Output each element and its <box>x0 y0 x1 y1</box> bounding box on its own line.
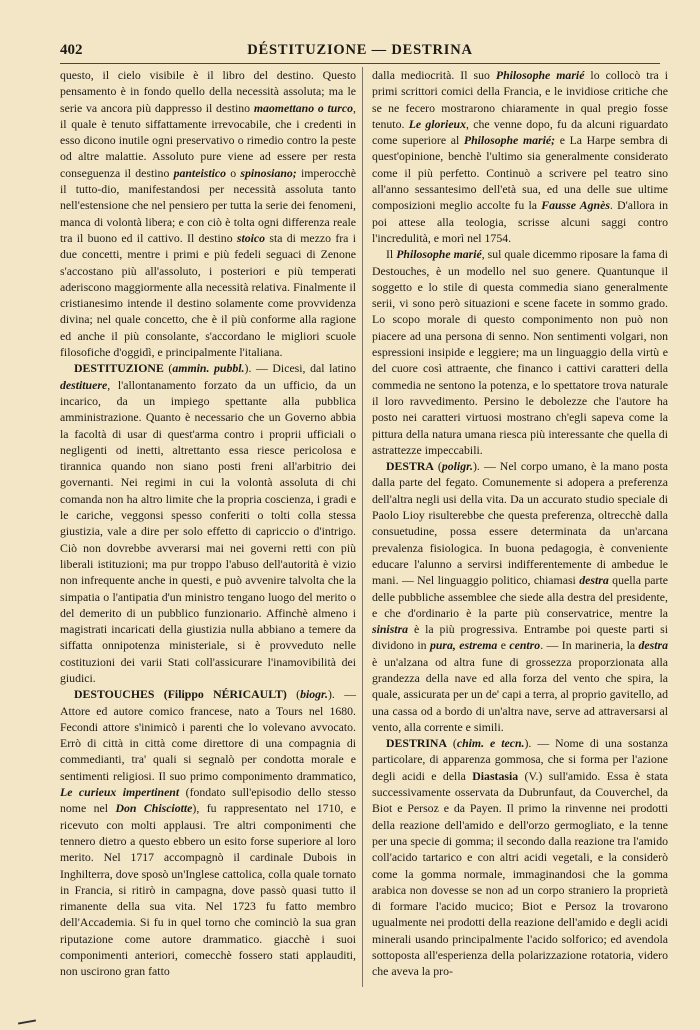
headword: DESTITUZIONE <box>74 361 164 376</box>
emphasis-text: Philosophe marié <box>396 247 482 262</box>
body-text: (fondato sull'episodio dello stesso nome nel <box>60 785 356 816</box>
body-text: è un'alzana od altra fune di grossezza proporzionata alla grandezza della nave ed alla forza del vento che spira, la quale, assicurata per un de' capi a terra, al proprio gavitello, ad una cassa od a bordo di un'altra nave, serve ad attraversarsi al vento, alla corrente e simili. <box>372 654 668 734</box>
headword: Diastasia <box>472 768 519 783</box>
emphasis-text: centro <box>509 638 541 653</box>
body-text: questo, il cielo visibile è il libro del destino. Questo pensamento è in fondo quello della necessità assoluta; ma le serie va ancora più dappresso il destino <box>60 68 356 115</box>
body-text: ). — Nel corpo umano, è la mano posta dalla parte del fegato. Comunemente si adopera a preferenza dell'altra negli usi della vita. Da un accurato studio speciale di Paolo Lioy risulterebbe che questa preferenza, oltrecchè dalla consuetudine, possa essere determinata da un'arcana prevalenza fisiologica. In buona pedagogia, è conveniente educare l'alunno a servirsi indifferentemente di ambedue le mani. — Nel linguaggio politico, chiamasi <box>372 459 668 588</box>
body-text: , che venne dopo, fu da alcuni riguardato come superiore al <box>372 116 668 148</box>
body-text: Il <box>386 247 397 262</box>
emphasis-text: stoico <box>236 230 266 245</box>
emphasis-text: Don Chisciotte <box>115 801 193 816</box>
headword: DESTOUCHES (Filippo NÉRICAULT) <box>74 687 287 702</box>
body-text: lo collocò tra i primi scrittori comici della Francia, e le invidiose critiche che se ne fecero mostrarono chiaramente in qual pregio fosse tenuto. <box>372 68 668 131</box>
body-text: ( <box>163 361 173 376</box>
body-text: dalla mediocrità. Il suo <box>372 68 496 82</box>
body-text: imperocchè il tutto-dio, manifestandosi per necessità assoluta tanto nell'estensione che nel pensiero per tutta la serie dei fenomeni, manca di volontà libera; e con ciò è tolta ogni differenza reale tra il buono ed il cattivo. Il destino <box>60 165 356 245</box>
body-text: quella parte delle pubbliche assemblee che siede alla destra del presidente, e che d'ordinario è la parte più conservatrice, mentre la <box>372 573 668 620</box>
emphasis-text: ammin. pubbl. <box>172 361 245 376</box>
margin-pencil-mark <box>18 1019 36 1024</box>
body-text: e <box>497 638 510 653</box>
page-number: 402 <box>60 42 83 58</box>
body-text: , sul quale dicemmo riposare la fama di Destouches, è un modello nel suo genere. Quantunque il soggetto e lo stile di questa commedia siano generalmente serii, vi sono però situazioni e scene facete in sommo grado. Lo scopo morale di questo componimento non può non piacere ad una persona di senno. Non sentimenti volgari, non espressioni insipide e leggiere; ma un linguaggio della virtù e del cuore così attraente, che financo i cattivi caratteri della commedia ne sentono la potenza, e lo spettatore trova naturale il loro ravvedimento. Persino le debolezze che l'autore ha posto nei caratteri virtuosi mostrano ch'egli sapeva come la pittura della natura umana riesca più interessante che quella di astrattezze impeccabili. <box>372 247 668 457</box>
right-column <box>372 67 668 980</box>
body-text: . D'allora in poi attese alla teologia, scrisse alcuni saggi contro l'incredulità, e morì nel 1754. <box>372 198 669 245</box>
emphasis-text: maomettano o turco <box>253 100 354 115</box>
emphasis-text: destra <box>638 638 668 653</box>
emphasis-text: poligr. <box>441 459 473 474</box>
body-text: ( <box>286 687 301 702</box>
body-text: o <box>226 165 241 180</box>
emphasis-text: biogr. <box>300 687 328 702</box>
header-rule <box>60 63 660 64</box>
entry-destino-continued <box>60 67 356 360</box>
body-text: ), fu rappresentato nel 1710, e ricevuto con molti applausi. Tre altri componimenti che tennero dietro a questo ebbero un esito forse superiore al loro merito. Nel 1717 accompagnò il cardinale Dubois in Inghilterra, dove sposò un'Inglese cattolica, colla quale tornato in Francia, si ritirò in campagna, dove passò quasi tutto il rimanente della sua vita. Nel 1723 fu fatto membro dell'Accademia. Si fu in quel torno che cominciò la sua gran riputazione come autore drammatico. giacchè i suoi componimenti anteriori, comecchè fossero stati applauditi, non uscirono gran fatto <box>60 801 356 979</box>
body-text: (V.) sull'amido. Essa è stata successivamente osservata da Dubrunfaut, da Couverchel, da Biot e Persoz e da Payen. Il primo la rinvenne nei prodotti della reazione dell'amido e dell'orzo germogliato, e la tenne per una specie di gomma; il secondo dalla reazione tra l'amido coll'acido tartarico e con altri acidi vegetali, e la considerò come la gomma normale, immaginandosi che la gomma arabica non dovesse se non ad un corpo straniero la proprietà di formare l'acido mucico; Biot e Persoz la trovarono ugualmente nei prodotti della reazione dell'amido e degli acidi minerali usando principalmente l'acido solforico; ed avendola sottoposta all'esperienza della polarizzazione rotatoria, videro che aveva la pro- <box>372 768 668 979</box>
body-text: , il quale è tenuto siffattamente irrevocabile, che i credenti in esso dicono inutile ogni preservativo o rimedio contro la peste od altre malattie. Assoluto pure viene ad essere per resta conseguenza il destino <box>60 100 356 180</box>
column-divider <box>362 67 363 987</box>
entry-destouches <box>60 686 356 979</box>
emphasis-text: Philosophe marié; <box>463 133 556 148</box>
entry-destituzione <box>60 360 356 686</box>
body-text: . — In marineria, la <box>540 638 639 653</box>
body-text: , l'allontanamento forzato da un ufficio, da un incarico, da un impiego spettante alla pubblica amministrazione. Quanto è necessario che un Governo abbia la facoltà di usar di quest'arma contro i proprii ufficiali o negligenti od inetti, altrettanto essa riesce pericolosa e tirannica quando non siano posti freni all'arbitrio dei governanti. Nei regimi in cui la volontà assoluta di chi comanda non ha altro limite che la propria coscienza, i gradi e le cariche, veggonsi spesso conferiti o tolti colla stessa giustizia, vale a dire per solo effetto di capriccio o d'intrigo. Ciò non dovrebbe avverarsi mai nei governi retti con più liberali istituzioni; ma pur troppo l'abuso dell'autorità è vizio non infrequente anche in questi, e può avvenire talvolta che la simpatia o l'antipatia d'un ministro tengano luogo del merito o del demerito di un pubblico funzionario. Affinchè almeno i magistrati incaricati della giustizia nulla abbiano a temere da siffatta onnipotenza ministeriale, si è provveduto nelle costituzioni dei varii Stati coll'assicurare l'inamovibilità dei giudici. <box>60 377 356 685</box>
page-header <box>60 42 660 62</box>
body-text: ). — Nome di una sostanza particolare, di apparenza gommosa, che si forma per l'azione degli acidi e della <box>372 736 668 783</box>
entry-destrina <box>372 735 668 979</box>
headword: DESTRINA <box>386 736 447 751</box>
entry-destra <box>372 458 668 735</box>
emphasis-text: spinosiano; <box>240 165 297 180</box>
body-text: ( <box>433 459 442 474</box>
body-text: sta di mezzo fra i due concetti, mentre i primi e più fedeli seguaci di Zenone s'accostano più all'assoluto, i posteriori e più temperati aderiscono maggiormente alla necessità relativa. Finalmente il cristianesimo intende il destino solamente come provvidenza divina; nel quale concetto, che è il più conforme alla ragione ed anche il più consolante, s'accordano le migliori scuole filosofiche d'oggidì, e principalmente l'italiana. <box>60 230 356 360</box>
emphasis-text: Le glorieux <box>408 116 467 131</box>
running-title: DÉSTITUZIONE — DESTRINA <box>247 42 473 58</box>
emphasis-text: pura, estrema <box>429 638 498 653</box>
emphasis-text: chim. e tecn. <box>456 736 525 751</box>
body-text: ). — Attore ed autore comico francese, nato a Tours nel 1680. Fecondi attore s'inimicò i parenti che lo volevano avvocato. Errò di città in città come direttore di una compagnia di commedianti, tra' quali si segnalò per condotta morale e sentimenti religiosi. Il suo primo componimento drammatico, <box>60 687 356 783</box>
body-text: ( <box>446 736 457 751</box>
left-column <box>60 67 356 980</box>
emphasis-text: destituere <box>60 377 108 392</box>
emphasis-text: destra <box>579 573 609 588</box>
emphasis-text: Le curieux impertinent <box>60 785 180 800</box>
emphasis-text: panteistico <box>173 165 227 180</box>
body-text: e La Harpe sembra di quest'opinione, benchè l'ultimo sia generalmente considerato come il più perfetto. Continuò a scrivere pel teatro sino all'anno sessantesimo dell'età sua, ed una delle sue ultime composizioni meglio accolte fu la <box>372 133 668 213</box>
emphasis-text: Philosophe marié <box>495 68 585 82</box>
emphasis-text: Fausse Agnès <box>541 198 610 213</box>
emphasis-text: sinistra <box>372 622 409 637</box>
entry-destouches-philosophe <box>372 246 668 458</box>
entry-destouches-continued <box>372 67 668 246</box>
body-text: ). — Dicesi, dal latino <box>244 361 356 376</box>
body-text: è la più progressiva. Entrambe poi queste parti si dividono in <box>372 622 668 653</box>
headword: DESTRA <box>386 459 434 474</box>
